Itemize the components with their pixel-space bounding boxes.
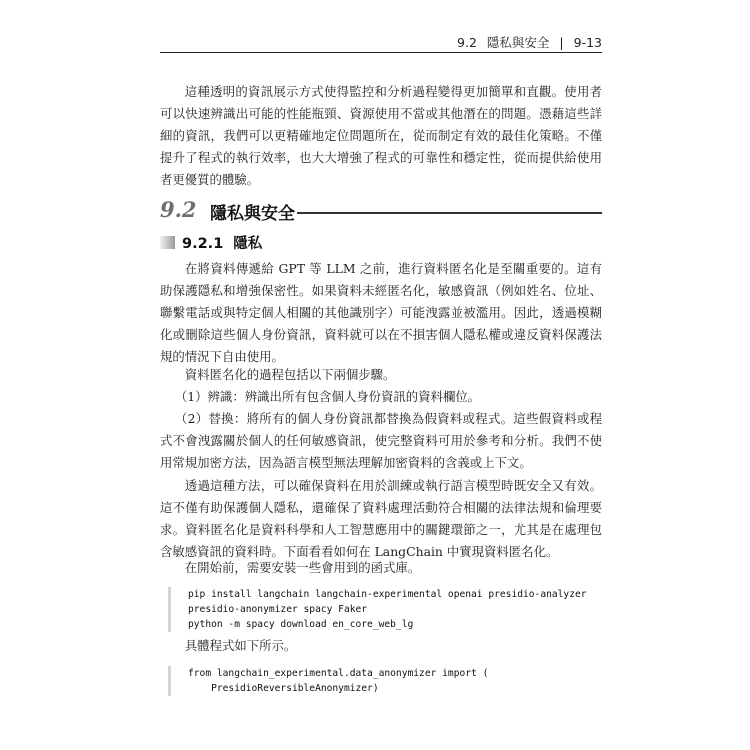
section-number: 9.2 <box>160 197 197 222</box>
subsection-number: 9.2.1 <box>182 236 224 252</box>
intro-paragraph: 這種透明的資訊展示方式使得監控和分析過程變得更加簡單和直觀。使用者可以快速辨識出可能的性能瓶頸、資源使用不當或其他潛在的問題。憑藉這些詳細的資訊，我們可以更精確地定位問題所在，從而制定有效的最佳化策略。不僅提升了程式的執行效率，也大大增強了程式的可靠性和穩定性，從而提供給使用者更優質的體驗。 <box>160 84 602 187</box>
code-block-import <box>168 666 602 696</box>
code-line: presidio-anonymizer spacy Faker <box>188 604 368 615</box>
code-line: pip install langchain langchain-experimental openai presidio-analyzer <box>188 589 587 600</box>
header-separator: | <box>559 35 564 50</box>
paragraph-install-intro: 在開始前，需要安裝一些會用到的函式庫。 <box>184 560 421 575</box>
subsection-label: 隱私 <box>233 236 263 252</box>
page-number: 9-13 <box>573 35 602 50</box>
section-title: 隱私與安全 <box>210 204 295 224</box>
paragraph-anonymization-intro: 在將資料傳遞給 GPT 等 LLM 之前，進行資料匿名化是至關重要的。這有助保護隱私和增強保密性。如果資料未經匿名化，敏感資訊（例如姓名、位址、聯繫電話或與特定個人相關的其他識別字）可能洩露並被濫用。因此，透過模糊化或刪除這些個人身份資訊，資料就可以在不損害個人隱私權或違反資料保護法規的情況下自由使用。 <box>160 261 602 364</box>
subsection-marker <box>160 236 175 249</box>
code-block-install <box>168 587 602 632</box>
running-header <box>457 33 602 51</box>
code-line: PresidioReversibleAnonymizer) <box>188 683 379 694</box>
section-rule <box>297 212 602 214</box>
header-section-title: 隱私與安全 <box>486 35 550 50</box>
subsection-heading <box>160 232 602 254</box>
paragraph-step-replace: （2）替換：將所有的個人身份資訊都替換為假資料或程式。這些假資料或程式不會洩露關於個人的任何敏感資訊，使完整資料可用於參考和分析。我們不使用常規加密方法，因為語言模型無法理解加密資料的含義或上下文。 <box>160 411 602 470</box>
paragraph-step-identify: （1）辨識：辨識出所有包含個人身份資訊的資料欄位。 <box>174 389 481 404</box>
header-section-number: 9.2 <box>457 35 477 50</box>
paragraph-steps-intro: 資料匿名化的過程包括以下兩個步驟。 <box>184 367 396 382</box>
header-rule <box>160 52 602 53</box>
code-line: python -m spacy download en_core_web_lg <box>188 619 414 630</box>
paragraph-method-summary: 透過這種方法，可以確保資料在用於訓練或執行語言模型時既安全又有效。這不僅有助保護個人隱私，還確保了資料處理活動符合相關的法律法規和倫理要求。資料匿名化是資料科學和人工智慧應用中的關鍵環節之一，尤其是在處理包含敏感資訊的資料時。下面看看如何在 LangChain 中實現資料匿名化。 <box>160 478 602 559</box>
subsection-title <box>182 232 262 253</box>
code-line: from langchain_experimental.data_anonymizer import ( <box>188 668 489 679</box>
paragraph-code-intro: 具體程式如下所示。 <box>184 638 297 653</box>
section-heading <box>160 197 602 227</box>
